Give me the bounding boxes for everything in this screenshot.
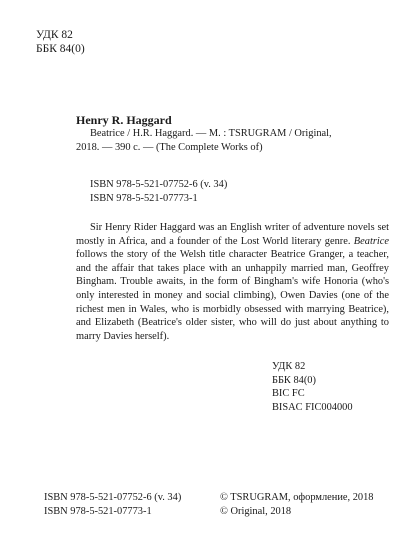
bbk-code-secondary: ББК 84(0) [272,374,316,386]
isbn-volume: ISBN 978-5-521-07752-6 (v. 34) [90,179,228,190]
annotation-book-title: Beatrice [353,235,389,247]
copyright-original: © Original, 2018 [220,505,292,517]
isbn-set: ISBN 978-5-521-07773-1 [90,192,198,204]
annotation-text-after: follows the story of the Welsh title character Beatrice Granger, a teacher, and the affair that takes place with an unhappily married man, Geoffrey Bingham. Trouble awaits, in the form of Bingham's wife Honoria (who's only interested in money and social climbing), Owen Davies (one of the richest men in Wales, who is morbidly obsessed with marrying Beatrice), and Elizabeth (Beatrice's older sister, who will do just about anything to marry Davies herself). [76,249,389,342]
footer-isbn-set: ISBN 978-5-521-07773-1 [44,505,152,517]
isbn-block [90,178,227,205]
bic-code: BIC FC [272,388,305,399]
annotation-paragraph [76,221,389,343]
top-classification-codes [36,28,85,56]
annotation-text-before: Sir Henry Rider Haggard was an English writer of adventure novels set mostly in Africa, and a founder of the Lost World literary genre. [76,222,389,247]
bbk-code: ББК 84(0) [36,43,85,55]
footer-isbn [44,491,181,518]
udk-code: УДК 82 [36,29,73,41]
author-name: Henry R. Haggard [76,113,172,127]
biblio-line-2: 2018. — 390 c. — (The Complete Works of) [76,141,263,153]
udk-code-secondary: УДК 82 [272,361,306,372]
footer-isbn-volume: ISBN 978-5-521-07752-6 (v. 34) [44,492,182,503]
bisac-code: BISAC FIC004000 [272,401,353,413]
classification-codes [272,360,353,414]
footer-copyright [220,491,373,518]
bibliographic-description [76,127,388,154]
copyright-publisher: © TSRUGRAM, оформление, 2018 [220,492,374,503]
biblio-line-1: Beatrice / H.R. Haggard. — M. : TSRUGRAM / Original, [90,128,332,139]
